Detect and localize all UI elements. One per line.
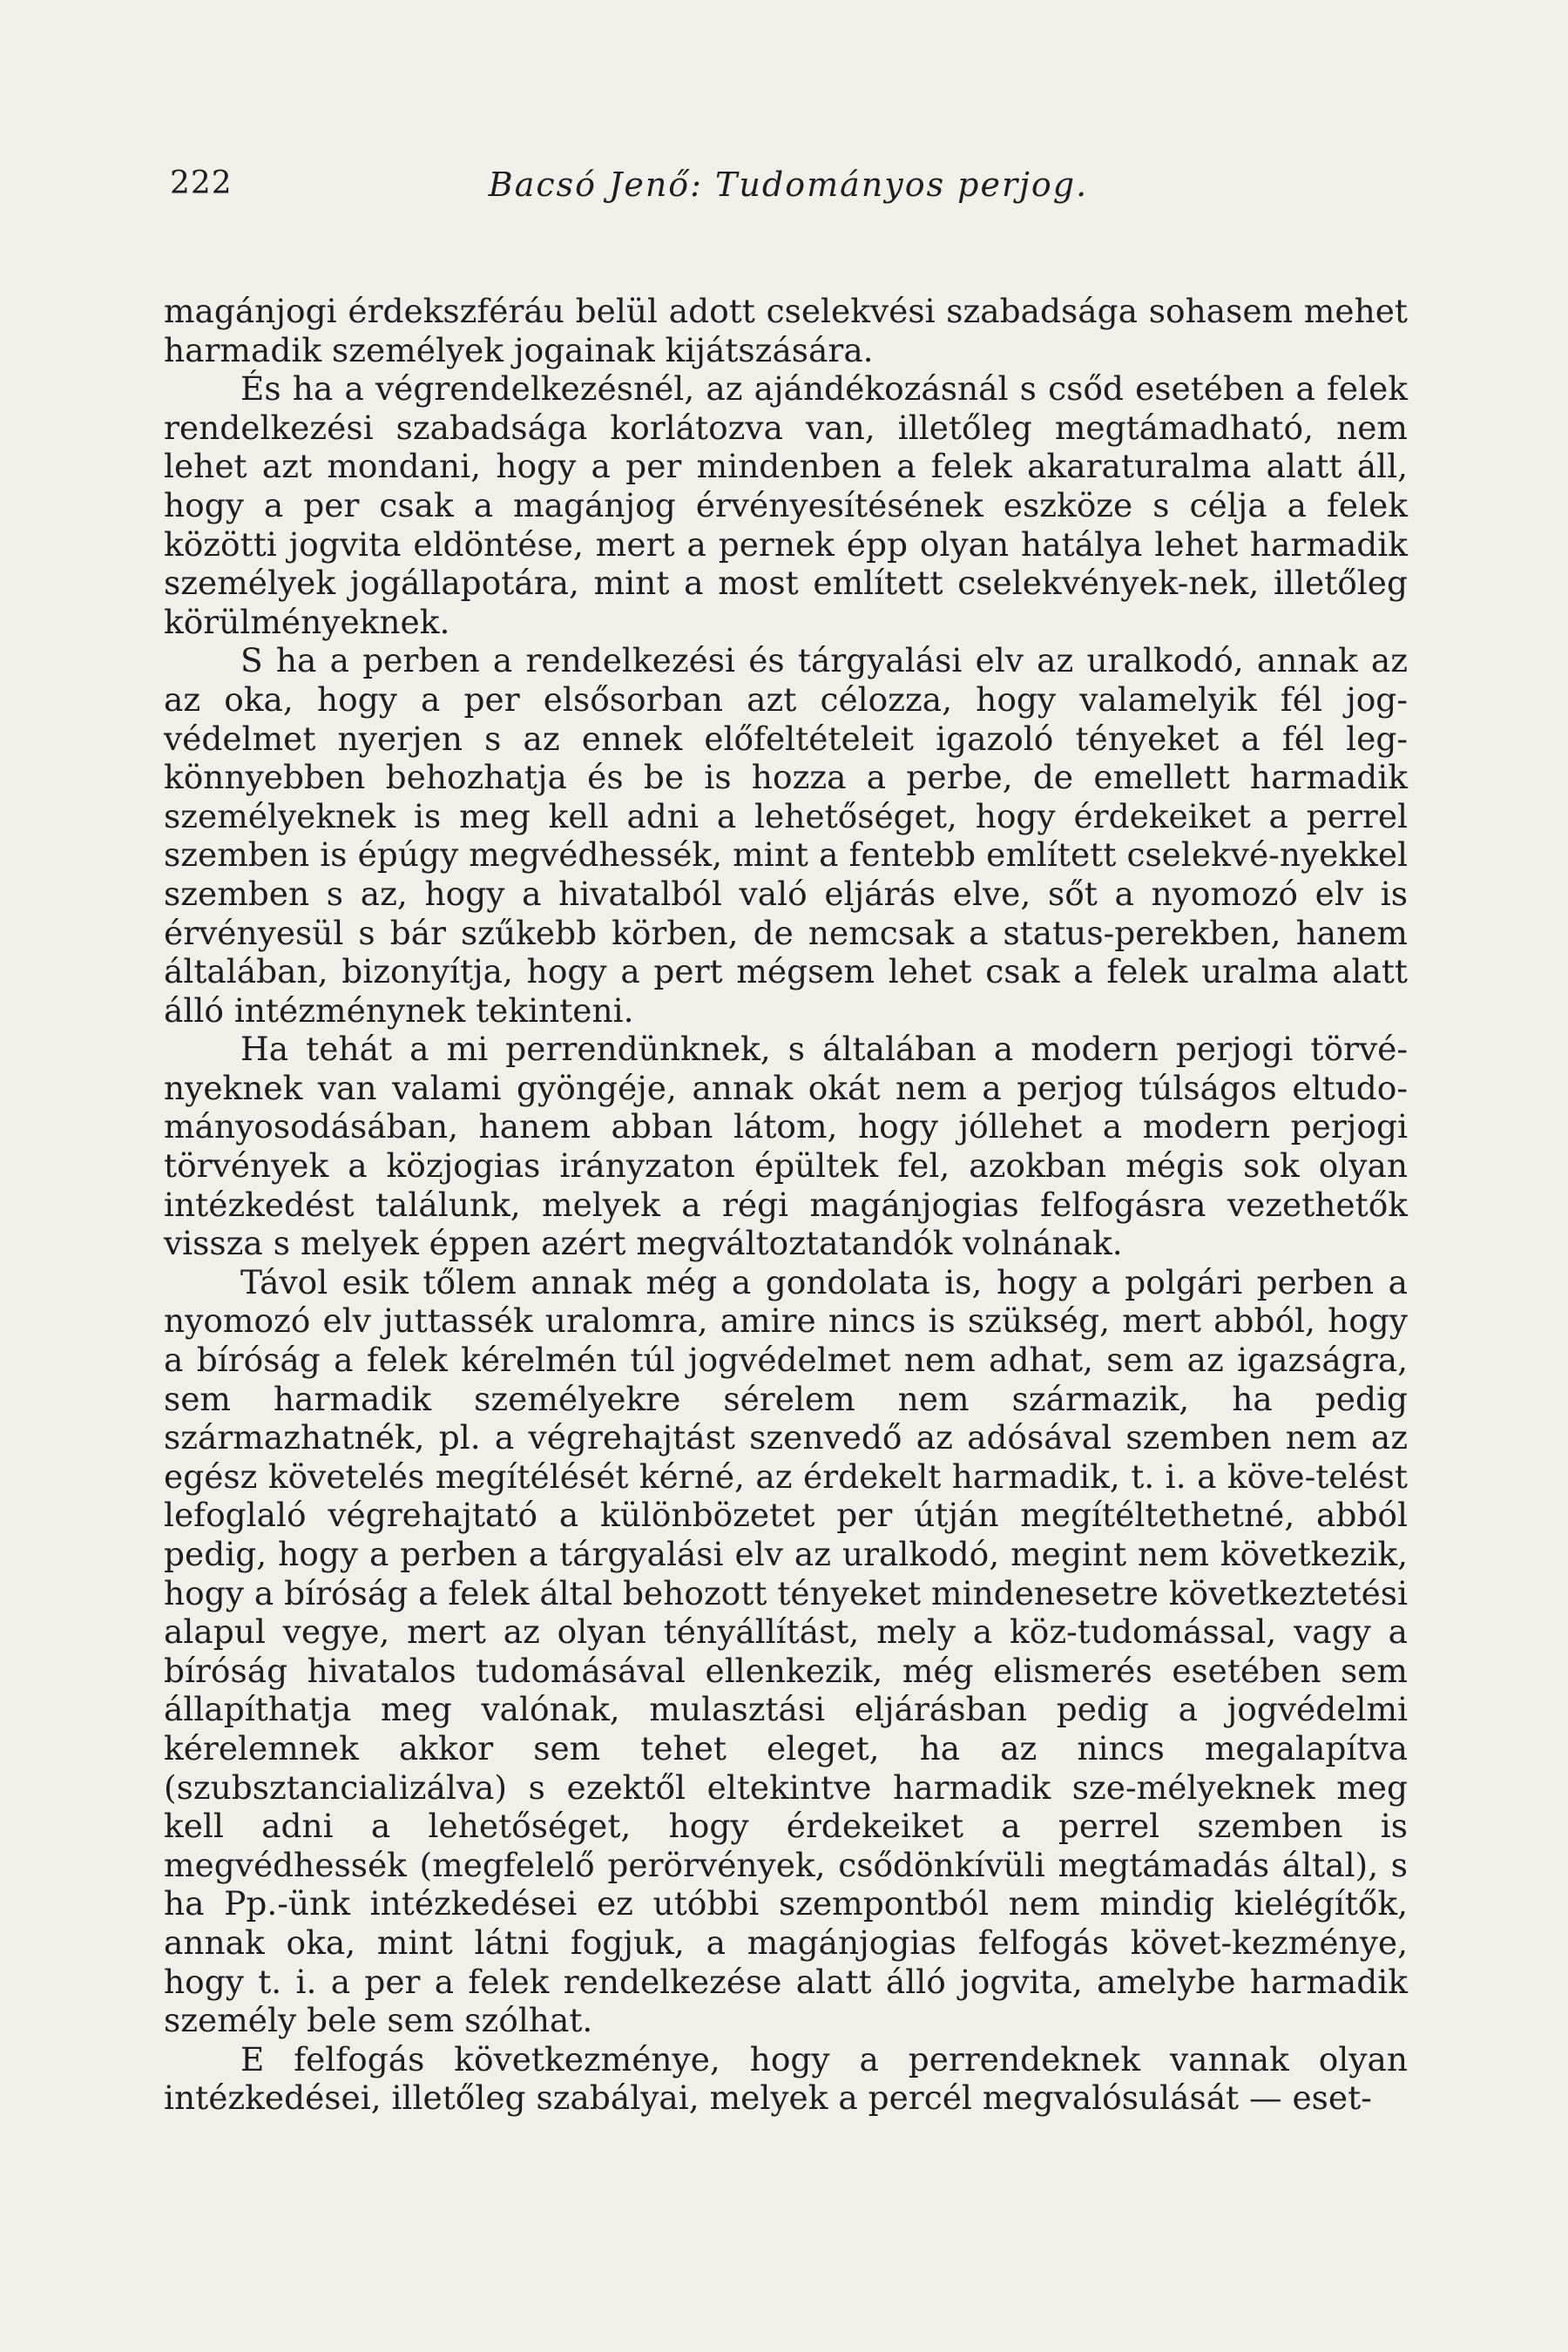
body-text [164,292,1408,2118]
running-title: Bacsó Jenő: Tudományos perjog. [488,166,1089,204]
paragraph: S ha a perben a rendelkezési és tárgyalási elv az uralkodó, annak az az oka, hogy a per elsősorban azt célozza, hogy valamelyik fél jog-védelmet nyerjen s az ennek előfeltételeit igazoló tényeket a fél leg-könnyebben behozhatja és be is hozza a perbe, de emellett harmadik személyeknek is meg kell adni a lehetőséget, hogy érdekeiket a perrel szemben is épúgy megvédhessék, mint a fentebb említett cselekvé-nyekkel szemben s az, hogy a hivatalból való eljárás elve, sőt a nyomozó elv is érvényesül s bár szűkebb körben, de nemcsak a status-perekben, hanem általában, bizonyítja, hogy a pert mégsem lehet csak a felek uralma alatt álló intézménynek tekinteni. [164,641,1408,1030]
paragraph: És ha a végrendelkezésnél, az ajándékozásnál s csőd esetében a felek rendelkezési szabadsága korlátozva van, illetőleg megtámadható, nem lehet azt mondani, hogy a per mindenben a felek akaraturalma alatt áll, hogy a per csak a magánjog érvényesítésének eszköze s célja a felek közötti jogvita eldöntése, mert a pernek épp olyan hatálya lehet harmadik személyek jogállapotára, mint a most említett cselekvények-nek, illetőleg körülményeknek. [164,369,1408,641]
paragraph: E felfogás következménye, hogy a perrendeknek vannak olyan intézkedései, illetőleg szabályai, melyek a percél megvalósulását — eset- [164,2039,1408,2118]
paragraph: Távol esik tőlem annak még a gondolata is, hogy a polgári perben a nyomozó elv juttassék uralomra, amire nincs is szükség, mert abból, hogy a bíróság a felek kérelmén túl jogvédelmet nem adhat, sem az igazságra, sem harmadik személyekre sérelem nem származik, ha pedig származhatnék, pl. a végrehajtást szenvedő az adósával szemben nem az egész követelés megítélését kérné, az érdekelt harmadik, t. i. a köve-telést lefoglaló végrehajtató a különbözetet per útján megítéltethetné, abból pedig, hogy a perben a tárgyalási elv az uralkodó, megint nem következik, hogy a bíróság a felek által behozott tényeket mindenesetre következtetési alapul vegye, mert az olyan tényállítást, mely a köz-tudomással, vagy a bíróság hivatalos tudomásával ellenkezik, még elismerés esetében sem állapíthatja meg valónak, mulasztási eljárásban pedig a jogvédelmi kérelemnek akkor sem tehet eleget, ha az nincs megalapítva (szubsztancializálva) s ezektől eltekintve harmadik sze-mélyeknek meg kell adni a lehetőséget, hogy érdekeiket a perrel szemben is megvédhessék (megfelelő perörvények, csődönkívüli megtámadás által), s ha Pp.-ünk intézkedései ez utóbbi szempontból nem mindig kielégítők, annak oka, mint látni fogjuk, a magánjogias felfogás követ-kezménye, hogy t. i. a per a felek rendelkezése alatt álló jogvita, amelybe harmadik személy bele sem szólhat. [164,1262,1409,2040]
page-header [170,166,1407,218]
paragraph: Ha tehát a mi perrendünknek, s általában a modern perjogi törvé-nyeknek van valami gyöngéje, annak okát nem a perjog túlságos eltudo-mányosodásában, hanem abban látom, hogy jóllehet a modern perjogi törvények a közjogias irányzaton épültek fel, azokban mégis sok olyan intézkedést találunk, melyek a régi magánjogias felfogásra vezethetők vissza s melyek éppen azért megváltoztatandók volnának. [164,1030,1408,1263]
page-number: 222 [170,166,233,201]
paragraph: magánjogi érdekszféráu belül adott cselekvési szabadsága sohasem mehet harmadik személyek jogainak kijátszására. [164,292,1408,369]
